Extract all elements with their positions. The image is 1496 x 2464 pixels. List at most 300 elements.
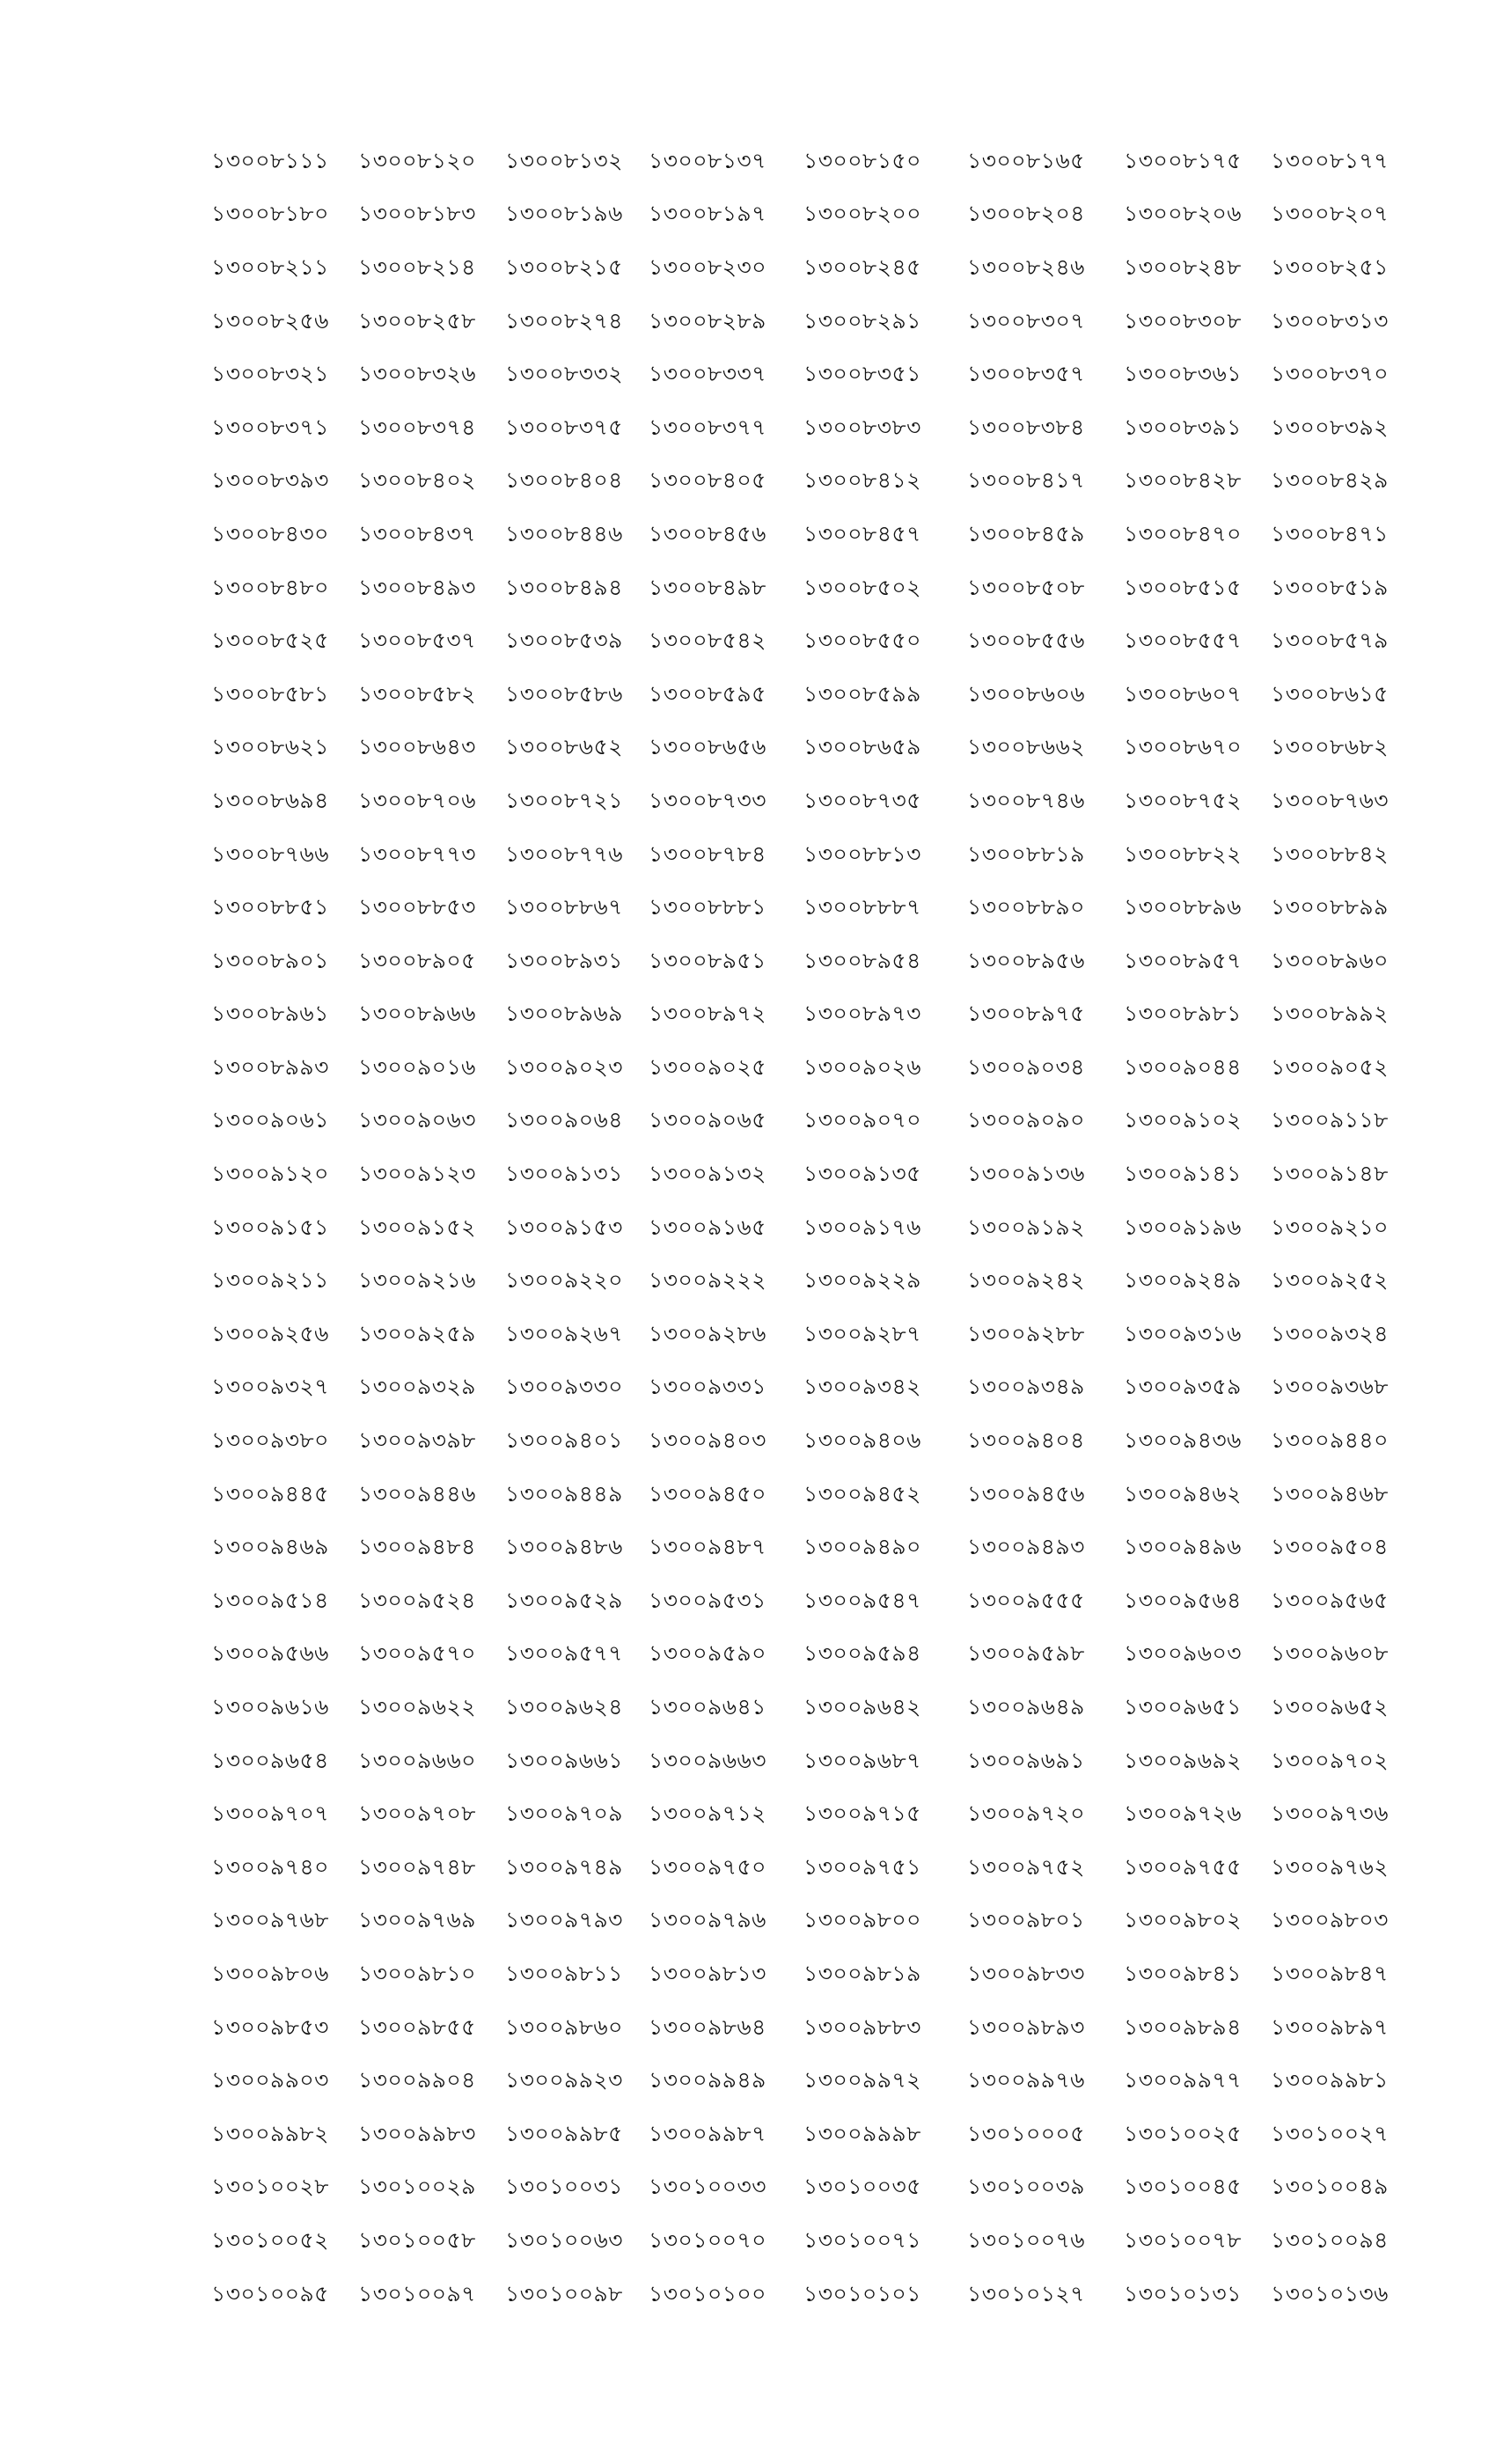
roll-number-cell: ১৩০০৮৪৫৯ <box>967 520 1085 546</box>
roll-number-cell: ১৩০০৮৩২৬ <box>358 361 476 387</box>
roll-number-cell: ১৩০০৯৬২২ <box>358 1694 476 1720</box>
roll-number-cell: ১৩০০৮৭০৬ <box>358 787 476 813</box>
roll-number-cell: ১৩০০৮৩১৩ <box>1271 307 1389 334</box>
roll-number-cell: ১৩০০৮৮৮৭ <box>803 894 921 920</box>
roll-number-cell: ১৩০০৯৪৪৬ <box>358 1480 476 1507</box>
roll-number-cell: ১৩০০৯৭৬৯ <box>358 1907 476 1933</box>
roll-number-cell: ১৩০০৮৭৪৬ <box>967 787 1085 813</box>
roll-number-cell: ১৩০০৯৭৫০ <box>649 1853 766 1880</box>
roll-number-cell: ১৩০০৯৮০৩ <box>1271 1907 1389 1933</box>
roll-number-cell: ১৩০০৯৪৬৮ <box>1271 1480 1389 1507</box>
roll-number-cell: ১৩০০৮৪৩০ <box>211 520 329 546</box>
roll-number-cell: ১৩০০৮১৭৭ <box>1271 147 1389 173</box>
roll-number-cell: ১৩০০৯৯৪৯ <box>649 2067 766 2094</box>
roll-number-cell: ১৩০১০১২৭ <box>967 2280 1085 2306</box>
roll-number-cell: ১৩০০৮২০৪ <box>967 201 1085 227</box>
roll-number-cell: ১৩০০৮৪০২ <box>358 467 476 494</box>
roll-number-cell: ১৩০১০০৩৫ <box>803 2174 921 2200</box>
roll-number-cell: ১৩০০৯৫৭৭ <box>505 1640 623 1667</box>
roll-number-cell: ১৩০১০০৯৪ <box>1271 2226 1389 2253</box>
roll-number-cell: ১৩০০৮২৫১ <box>1271 253 1389 280</box>
roll-number-cell: ১৩০০৯০৬৪ <box>505 1107 623 1133</box>
roll-number-cell: ১৩০০৯৮০০ <box>803 1907 921 1933</box>
roll-number-cell: ১৩০০৯৯০৪ <box>358 2067 476 2094</box>
roll-number-cell: ১৩০০৯২৪২ <box>967 1267 1085 1294</box>
roll-number-cell: ১৩০০৯৪৪০ <box>1271 1427 1389 1454</box>
roll-number-cell: ১৩০০৮৫০৮ <box>967 574 1085 600</box>
roll-number-cell: ১৩০০৮৪৫৬ <box>649 520 766 546</box>
roll-number-cell: ১৩০০৮৯০৫ <box>358 947 476 973</box>
roll-number-cell: ১৩০০৯২৫২ <box>1271 1267 1389 1294</box>
roll-number-cell: ১৩০০৮৪০৫ <box>649 467 766 494</box>
roll-number-cell: ১৩০০৯৪৮৭ <box>649 1534 766 1560</box>
roll-number-cell: ১৩০১০০৭১ <box>803 2226 921 2253</box>
roll-number-cell: ১৩০০৯৮০৬ <box>211 1960 329 1986</box>
roll-number-cell: ১৩০০৯৫৬৫ <box>1271 1587 1389 1613</box>
roll-number-cell: ১৩০০৮২০৬ <box>1124 201 1242 227</box>
roll-number-cell: ১৩০০৮৫২৫ <box>211 627 329 654</box>
roll-number-cell: ১৩০০৮১৮০ <box>211 201 329 227</box>
roll-number-cell: ১৩০০৮৪১২ <box>803 467 921 494</box>
roll-number-cell: ১৩০০৯৮৩৩ <box>967 1960 1085 1986</box>
roll-number-cell: ১৩০০৯৫২৯ <box>505 1587 623 1613</box>
roll-number-cell: ১৩০০৯৪৯৬ <box>1124 1534 1242 1560</box>
roll-number-cell: ১৩০০৮৩৬১ <box>1124 361 1242 387</box>
roll-number-cell: ১৩০০৯১৩১ <box>505 1161 623 1187</box>
roll-number-cell: ১৩০০৯৬৬৩ <box>649 1747 766 1773</box>
roll-number-cell: ১৩০০৮২১১ <box>211 253 329 280</box>
roll-number-cell: ১৩০০৯১৫২ <box>358 1214 476 1240</box>
roll-number-cell: ১৩০০৯৮০২ <box>1124 1907 1242 1933</box>
roll-number-cell: ১৩০০৮৯৯২ <box>1271 1001 1389 1027</box>
roll-number-cell: ১৩০০৯৭০৯ <box>505 1800 623 1827</box>
roll-number-cell: ১৩০১০১০০ <box>649 2280 766 2306</box>
roll-number-cell: ১৩০০৮৯০১ <box>211 947 329 973</box>
roll-number-cell: ১৩০০৮২১৪ <box>358 253 476 280</box>
roll-number-cell: ১৩০০৮৬৮২ <box>1271 734 1389 760</box>
roll-number-cell: ১৩০০৯৩২৭ <box>211 1374 329 1400</box>
roll-number-cell: ১৩০০৯০৯০ <box>967 1107 1085 1133</box>
roll-number-cell: ১৩০০৮৬৪৩ <box>358 734 476 760</box>
roll-number-cell: ১৩০১০০২৮ <box>211 2174 329 2200</box>
roll-number-cell: ১৩০০৮৫০২ <box>803 574 921 600</box>
roll-number-cell: ১৩০০৯৭৯৩ <box>505 1907 623 1933</box>
roll-number-cell: ১৩০০৯৫৯০ <box>649 1640 766 1667</box>
roll-number-cell: ১৩০০৯৬৪১ <box>649 1694 766 1720</box>
roll-number-cell: ১৩০০৮৯৬০ <box>1271 947 1389 973</box>
roll-number-cell: ১৩০০৮৬৬২ <box>967 734 1085 760</box>
roll-number-cell: ১৩০০৯০৬৫ <box>649 1107 766 1133</box>
roll-number-cell: ১৩০০৯৫৫৫ <box>967 1587 1085 1613</box>
roll-number-cell: ১৩০০৯৪৫৬ <box>967 1480 1085 1507</box>
roll-number-cell: ১৩০০৯৭১৫ <box>803 1800 921 1827</box>
roll-number-cell: ১৩০০৯৮৯৪ <box>1124 2013 1242 2040</box>
roll-number-cell: ১৩০০৮৭৬৩ <box>1271 787 1389 813</box>
roll-number-cell: ১৩০০৮৩৮৪ <box>967 414 1085 440</box>
roll-number-cell: ১৩০০৯১৯৬ <box>1124 1214 1242 1240</box>
roll-number-cell: ১৩০০৯৯৭২ <box>803 2067 921 2094</box>
roll-number-cell: ১৩০০৮৭৬৬ <box>211 840 329 867</box>
roll-number-cell: ১৩০০৮৩০৮ <box>1124 307 1242 334</box>
roll-number-cell: ১৩০০৯১৪৮ <box>1271 1161 1389 1187</box>
roll-number-cell: ১৩০০৮৫৮১ <box>211 680 329 707</box>
roll-number-cell: ১৩০০৯৫৪৭ <box>803 1587 921 1613</box>
roll-number-cell: ১৩০০৮৩৩৭ <box>649 361 766 387</box>
roll-number-cell: ১৩০০৯৯২৩ <box>505 2067 623 2094</box>
roll-number-cell: ১৩০১০০৭০ <box>649 2226 766 2253</box>
roll-number-cell: ১৩০০৯২৪৯ <box>1124 1267 1242 1294</box>
roll-number-cell: ১৩০০৮১৮৩ <box>358 201 476 227</box>
roll-number-cell: ১৩০০৮৬৯৪ <box>211 787 329 813</box>
roll-number-cell: ১৩০০৮৯৫৪ <box>803 947 921 973</box>
roll-number-cell: ১৩০০৯৬৫১ <box>1124 1694 1242 1720</box>
roll-number-cell: ১৩০০৯৬৫৪ <box>211 1747 329 1773</box>
roll-number-cell: ১৩০০৯৭২৬ <box>1124 1800 1242 1827</box>
roll-number-cell: ১৩০০৮৫৯৯ <box>803 680 921 707</box>
roll-number-cell: ১৩০০৮১৫০ <box>803 147 921 173</box>
roll-number-cell: ১৩০০৮৭২১ <box>505 787 623 813</box>
roll-number-cell: ১৩০০৯১৩৫ <box>803 1161 921 1187</box>
roll-number-cell: ১৩০০৮৬১৫ <box>1271 680 1389 707</box>
roll-number-cell: ১৩০০৯৭০২ <box>1271 1747 1389 1773</box>
roll-number-cell: ১৩০০৯৫২৪ <box>358 1587 476 1613</box>
roll-number-cell: ১৩০০৯২১০ <box>1271 1214 1389 1240</box>
roll-number-cell: ১৩০০৯১১৮ <box>1271 1107 1389 1133</box>
roll-number-cell: ১৩০০৮২৮৯ <box>649 307 766 334</box>
roll-number-cell: ১৩০০৯২৮৬ <box>649 1320 766 1346</box>
roll-number-cell: ১৩০০৮৯৮১ <box>1124 1001 1242 1027</box>
roll-number-cell: ১৩০০৮৪৫৭ <box>803 520 921 546</box>
roll-number-cell: ১৩০০৯৩১৬ <box>1124 1320 1242 1346</box>
roll-number-cell: ১৩০০৮৮৬৭ <box>505 894 623 920</box>
roll-number-cell: ১৩০১০০৬৩ <box>505 2226 623 2253</box>
roll-number-cell: ১৩০০৮৩৭০ <box>1271 361 1389 387</box>
roll-number-cell: ১৩০০৮৯৬৯ <box>505 1001 623 1027</box>
roll-number-cell: ১৩০০৯২৮৮ <box>967 1320 1085 1346</box>
roll-number-cell: ১৩০০৮৬৭০ <box>1124 734 1242 760</box>
roll-number-cell: ১৩০০৯১৫৩ <box>505 1214 623 1240</box>
roll-number-cell: ১৩০০৯৬৬১ <box>505 1747 623 1773</box>
roll-number-cell: ১৩০০৮৪৯৮ <box>649 574 766 600</box>
roll-number-cell: ১৩০০৯৬৬০ <box>358 1747 476 1773</box>
roll-number-cell: ১৩০০৮৯৭৩ <box>803 1001 921 1027</box>
roll-number-cell: ১৩০০৯৪৮৬ <box>505 1534 623 1560</box>
roll-number-cell: ১৩০০৯৯৮২ <box>211 2120 329 2146</box>
roll-number-cell: ১৩০০৯৮৪৭ <box>1271 1960 1389 1986</box>
roll-number-cell: ১৩০০৮২৪৮ <box>1124 253 1242 280</box>
roll-number-cell: ১৩০০৯৩৯৮ <box>358 1427 476 1454</box>
roll-number-cell: ১৩০০৯৭৫১ <box>803 1853 921 1880</box>
roll-number-cell: ১৩০০৯৩৬৮ <box>1271 1374 1389 1400</box>
roll-number-cell: ১৩০০৯১৩৬ <box>967 1161 1085 1187</box>
roll-number-cell: ১৩০০৮৮৪২ <box>1271 840 1389 867</box>
roll-number-cell: ১৩০০৯১৭৬ <box>803 1214 921 1240</box>
roll-number-cell: ১৩০০৮৫৭৯ <box>1271 627 1389 654</box>
roll-number-cell: ১৩০১০০২৫ <box>1124 2120 1242 2146</box>
roll-number-cell: ১৩০০৯১০২ <box>1124 1107 1242 1133</box>
roll-number-cell: ১৩০০৮৯৭২ <box>649 1001 766 1027</box>
roll-number-cell: ১৩০০৯৭০৭ <box>211 1800 329 1827</box>
roll-number-cell: ১৩০০৯০৩৪ <box>967 1053 1085 1080</box>
roll-number-cell: ১৩০০৯২১৬ <box>358 1267 476 1294</box>
roll-number-cell: ১৩০০৯৮৬৪ <box>649 2013 766 2040</box>
roll-number-cell: ১৩০০৮৩৮৩ <box>803 414 921 440</box>
roll-number-cell: ১৩০০৮৮৯৯ <box>1271 894 1389 920</box>
roll-number-cell: ১৩০০৯৪৮৪ <box>358 1534 476 1560</box>
roll-number-cell: ১৩০০৯০২৩ <box>505 1053 623 1080</box>
roll-number-cell: ১৩০০৮২৪৫ <box>803 253 921 280</box>
roll-number-cell: ১৩০০৯৫১৪ <box>211 1587 329 1613</box>
roll-number-cell: ১৩০০৯৩২৪ <box>1271 1320 1389 1346</box>
roll-number-cell: ১৩০০৯৬৯২ <box>1124 1747 1242 1773</box>
roll-number-cell: ১৩০০৯০২৬ <box>803 1053 921 1080</box>
roll-number-cell: ১৩০০৯৫৯৮ <box>967 1640 1085 1667</box>
roll-number-cell: ১৩০১০০৪৯ <box>1271 2174 1389 2200</box>
roll-number-cell: ১৩০০৯৯৮৩ <box>358 2120 476 2146</box>
roll-number-cell: ১৩০০৯৯৮৭ <box>649 2120 766 2146</box>
roll-number-cell: ১৩০০৮৩৩২ <box>505 361 623 387</box>
roll-number-cell: ১৩০০৮৪০৪ <box>505 467 623 494</box>
roll-number-cell: ১৩০০৮৬৫৯ <box>803 734 921 760</box>
roll-number-cell: ১৩০০৮৮৫৩ <box>358 894 476 920</box>
roll-number-cell: ১৩০০৯৯৯৮ <box>803 2120 921 2146</box>
roll-number-cell: ১৩০০৯১২৩ <box>358 1161 476 1187</box>
roll-number-cell: ১৩০১০০৩৩ <box>649 2174 766 2200</box>
roll-number-cell: ১৩০০৯৬০৮ <box>1271 1640 1389 1667</box>
roll-number-cell: ১৩০০৮৫৫০ <box>803 627 921 654</box>
roll-number-cell: ১৩০০৯২২২ <box>649 1267 766 1294</box>
roll-number-cell: ১৩০০৯৩৫৯ <box>1124 1374 1242 1400</box>
roll-number-cell: ১৩০০৯৪০৩ <box>649 1427 766 1454</box>
roll-number-cell: ১৩০০৯৭৪০ <box>211 1853 329 1880</box>
roll-number-cell: ১৩০০৯২২৯ <box>803 1267 921 1294</box>
roll-number-cell: ১৩০০৯৫৬৪ <box>1124 1587 1242 1613</box>
roll-number-cell: ১৩০০৮৫৩৯ <box>505 627 623 654</box>
roll-number-cell: ১৩০০৮৩৭৫ <box>505 414 623 440</box>
roll-number-cell: ১৩০০৮৮৫১ <box>211 894 329 920</box>
roll-number-cell: ১৩০০৮৪১৭ <box>967 467 1085 494</box>
roll-number-cell: ১৩০০৯৩২৯ <box>358 1374 476 1400</box>
roll-number-cell: ১৩০১০০০৫ <box>967 2120 1085 2146</box>
roll-number-cell: ১৩০০৮৮৮১ <box>649 894 766 920</box>
roll-number-cell: ১৩০১০১৩১ <box>1124 2280 1242 2306</box>
roll-number-cell: ১৩০০৮৮৯০ <box>967 894 1085 920</box>
roll-number-cell: ১৩০১০০৯৭ <box>358 2280 476 2306</box>
roll-number-cell: ১৩০০৯৫৯৪ <box>803 1640 921 1667</box>
roll-number-cell: ১৩০০৮৩৭৪ <box>358 414 476 440</box>
roll-number-cell: ১৩০০৯২৬৭ <box>505 1320 623 1346</box>
roll-number-cell: ১৩০০৮৩০৭ <box>967 307 1085 334</box>
roll-number-cell: ১৩০০৮১৯৬ <box>505 201 623 227</box>
roll-number-cell: ১৩০০৯৮১৯ <box>803 1960 921 1986</box>
roll-number-grid <box>211 136 1399 2321</box>
roll-number-cell: ১৩০০৯৪৯৩ <box>967 1534 1085 1560</box>
roll-number-cell: ১৩০০৯৭০৮ <box>358 1800 476 1827</box>
roll-number-cell: ১৩০০৮৩৯১ <box>1124 414 1242 440</box>
roll-number-cell: ১৩০০৮২৭৪ <box>505 307 623 334</box>
roll-number-cell: ১৩০১০০৭৬ <box>967 2226 1085 2253</box>
roll-number-cell: ১৩০০৯১৫১ <box>211 1214 329 1240</box>
roll-number-cell: ১৩০০৮৫৫৬ <box>967 627 1085 654</box>
roll-number-cell: ১৩০০৮৩৭১ <box>211 414 329 440</box>
roll-number-cell: ১৩০০৯১৯২ <box>967 1214 1085 1240</box>
roll-number-cell: ১৩০০৮৪৭১ <box>1271 520 1389 546</box>
roll-number-cell: ১৩০০৯৫৩১ <box>649 1587 766 1613</box>
roll-number-cell: ১৩০০৯৭৩৬ <box>1271 1800 1389 1827</box>
roll-number-cell: ১৩০০৯৮৮৩ <box>803 2013 921 2040</box>
roll-number-cell: ১৩০০৮৬৫৬ <box>649 734 766 760</box>
roll-number-cell: ১৩০০৯৬৫২ <box>1271 1694 1389 1720</box>
roll-number-cell: ১৩০০৯৮১১ <box>505 1960 623 1986</box>
roll-number-cell: ১৩০০৮৯৬৬ <box>358 1001 476 1027</box>
roll-number-cell: ১৩০০৮৬২১ <box>211 734 329 760</box>
roll-number-cell: ১৩০০৮৭৩৩ <box>649 787 766 813</box>
roll-number-cell: ১৩০১০০২৭ <box>1271 2120 1389 2146</box>
roll-number-cell: ১৩০১০০৩৯ <box>967 2174 1085 2200</box>
roll-number-cell: ১৩০০৯৪০৪ <box>967 1427 1085 1454</box>
roll-number-cell: ১৩০০৯৯৭৭ <box>1124 2067 1242 2094</box>
roll-number-cell: ১৩০০৯৮৪১ <box>1124 1960 1242 1986</box>
roll-number-cell: ১৩০০৯৬১৬ <box>211 1694 329 1720</box>
roll-number-cell: ১৩০০৮৩৯৩ <box>211 467 329 494</box>
roll-number-cell: ১৩০০৯৮০১ <box>967 1907 1085 1933</box>
roll-number-cell: ১৩০০৯৮১০ <box>358 1960 476 1986</box>
roll-number-cell: ১৩০০৮৩৭৭ <box>649 414 766 440</box>
roll-number-cell: ১৩০০৮৯৫৬ <box>967 947 1085 973</box>
roll-number-cell: ১৩০০৯৬৮৭ <box>803 1747 921 1773</box>
roll-number-cell: ১৩০০৮১৯৭ <box>649 201 766 227</box>
roll-number-cell: ১৩০০৮৭৭৩ <box>358 840 476 867</box>
roll-number-cell: ১৩০০৮৬০৬ <box>967 680 1085 707</box>
roll-number-cell: ১৩০০৯৪৪৫ <box>211 1480 329 1507</box>
roll-number-cell: ১৩০০৯৬২৪ <box>505 1694 623 1720</box>
roll-number-cell: ১৩০০৮২৫৮ <box>358 307 476 334</box>
roll-number-cell: ১৩০০৮৩৯২ <box>1271 414 1389 440</box>
roll-number-cell: ১৩০০৮১৩৭ <box>649 147 766 173</box>
roll-number-cell: ১৩০০৮৫৮৬ <box>505 680 623 707</box>
roll-number-cell: ১৩০০৯১৬৫ <box>649 1214 766 1240</box>
roll-number-cell: ১৩০১০০৪৫ <box>1124 2174 1242 2200</box>
roll-number-cell: ১৩০০৮২৪৬ <box>967 253 1085 280</box>
roll-number-cell: ১৩০০৮১১১ <box>211 147 329 173</box>
roll-number-cell: ১৩০১০০২৯ <box>358 2174 476 2200</box>
roll-number-cell: ১৩০০৮৮১৯ <box>967 840 1085 867</box>
roll-number-cell: ১৩০১০০৯৮ <box>505 2280 623 2306</box>
roll-number-cell: ১৩০০৮৫৮২ <box>358 680 476 707</box>
roll-number-cell: ১৩০০৮৪৮০ <box>211 574 329 600</box>
roll-number-cell: ১৩০০৯৬৪২ <box>803 1694 921 1720</box>
roll-number-cell: ১৩০০৮৫৫৭ <box>1124 627 1242 654</box>
roll-number-cell: ১৩০১০১৩৬ <box>1271 2280 1389 2306</box>
roll-number-cell: ১৩০০৯৭৬৮ <box>211 1907 329 1933</box>
roll-number-cell: ১৩০০৯৪৫২ <box>803 1480 921 1507</box>
roll-number-cell: ১৩০০৮৯৬১ <box>211 1001 329 1027</box>
roll-number-cell: ১৩০০৮৩৫১ <box>803 361 921 387</box>
roll-number-cell: ১৩০০৮৫৪২ <box>649 627 766 654</box>
roll-number-cell: ১৩০০৯৯৮৫ <box>505 2120 623 2146</box>
roll-number-cell: ১৩০০৮২৩০ <box>649 253 766 280</box>
roll-number-cell: ১৩০০৯০৬৩ <box>358 1107 476 1133</box>
roll-number-cell: ১৩০০৯৪০৬ <box>803 1427 921 1454</box>
roll-number-cell: ১৩০০৯৩৩০ <box>505 1374 623 1400</box>
roll-number-cell: ১৩০০৮৯৩১ <box>505 947 623 973</box>
roll-number-cell: ১৩০০৯৪৯০ <box>803 1534 921 1560</box>
roll-number-cell: ১৩০০৯৫৭০ <box>358 1640 476 1667</box>
roll-number-cell: ১৩০১০০৭৮ <box>1124 2226 1242 2253</box>
roll-number-cell: ১৩০০৯৮৫৩ <box>211 2013 329 2040</box>
roll-number-cell: ১৩০০৮৭৭৬ <box>505 840 623 867</box>
roll-number-cell: ১৩০০৯৩৮০ <box>211 1427 329 1454</box>
roll-number-cell: ১৩০০৮৯৯৩ <box>211 1053 329 1080</box>
roll-number-cell: ১৩০০৮৫১৫ <box>1124 574 1242 600</box>
roll-number-cell: ১৩০০৯৪৩৬ <box>1124 1427 1242 1454</box>
roll-number-cell: ১৩০০৮৪৩৭ <box>358 520 476 546</box>
roll-number-cell: ১৩০০৯০৬১ <box>211 1107 329 1133</box>
roll-number-cell: ১৩০১০০৫৮ <box>358 2226 476 2253</box>
roll-number-cell: ১৩০০৯১৪১ <box>1124 1161 1242 1187</box>
roll-number-cell: ১৩০১০০৯৫ <box>211 2280 329 2306</box>
roll-number-cell: ১৩০০৯৭৯৬ <box>649 1907 766 1933</box>
roll-number-cell: ১৩০০৯৪৫০ <box>649 1480 766 1507</box>
roll-number-cell: ১৩০০৯০৭০ <box>803 1107 921 1133</box>
roll-number-cell: ১৩০০৮২১৫ <box>505 253 623 280</box>
roll-number-cell: ১৩০০৯৭৫৫ <box>1124 1853 1242 1880</box>
roll-number-cell: ১৩০০৯৩৪৯ <box>967 1374 1085 1400</box>
roll-number-cell: ১৩০০৮৮১৩ <box>803 840 921 867</box>
roll-number-cell: ১৩০০৯৯৮১ <box>1271 2067 1389 2094</box>
roll-number-cell: ১৩০০৯৪৪৯ <box>505 1480 623 1507</box>
roll-number-cell: ১৩০০৯৭৫২ <box>967 1853 1085 1880</box>
roll-number-cell: ১৩০০৮৮৯৬ <box>1124 894 1242 920</box>
roll-number-cell: ১৩০০৮৪২৯ <box>1271 467 1389 494</box>
roll-number-cell: ১৩০০৯৮৬০ <box>505 2013 623 2040</box>
roll-number-cell: ১৩০০৯২৫৬ <box>211 1320 329 1346</box>
roll-number-cell: ১৩০০৮৫৩৭ <box>358 627 476 654</box>
roll-number-cell: ১৩০০৮৩৫৭ <box>967 361 1085 387</box>
roll-number-cell: ১৩০০৮১২০ <box>358 147 476 173</box>
roll-number-cell: ১৩০০৯২২০ <box>505 1267 623 1294</box>
roll-number-cell: ১৩০১০১০১ <box>803 2280 921 2306</box>
roll-number-cell: ১৩০০৮৫৯৫ <box>649 680 766 707</box>
roll-number-cell: ১৩০০৯১৩২ <box>649 1161 766 1187</box>
roll-number-cell: ১৩০০৮৩২১ <box>211 361 329 387</box>
roll-number-cell: ১৩০১০০৫২ <box>211 2226 329 2253</box>
roll-number-cell: ১৩০০৮২০০ <box>803 201 921 227</box>
roll-number-cell: ১৩০০৯২৫৯ <box>358 1320 476 1346</box>
roll-number-cell: ১৩০০৯৭৪৯ <box>505 1853 623 1880</box>
roll-number-cell: ১৩০০৯৯০৩ <box>211 2067 329 2094</box>
roll-number-cell: ১৩০০৯৩৩১ <box>649 1374 766 1400</box>
roll-number-cell: ১৩০০৮২৯১ <box>803 307 921 334</box>
roll-number-cell: ১৩০০৯৬৪৯ <box>967 1694 1085 1720</box>
roll-number-cell: ১৩০০৯৮১৩ <box>649 1960 766 1986</box>
roll-number-cell: ১৩০০৮৯৭৫ <box>967 1001 1085 1027</box>
roll-number-cell: ১৩০০৯৫০৪ <box>1271 1534 1389 1560</box>
roll-number-cell: ১৩০০৮৮২২ <box>1124 840 1242 867</box>
roll-number-cell: ১৩০০৮৪৯৪ <box>505 574 623 600</box>
roll-number-cell: ১৩০০৯২১১ <box>211 1267 329 1294</box>
roll-number-cell: ১৩০০৯৪০১ <box>505 1427 623 1454</box>
roll-number-cell: ১৩০০৮৪৭০ <box>1124 520 1242 546</box>
roll-number-cell: ১৩০০৮৫১৯ <box>1271 574 1389 600</box>
roll-number-cell: ১৩০০৮৬৫২ <box>505 734 623 760</box>
roll-number-cell: ১৩০১০০৩১ <box>505 2174 623 2200</box>
roll-number-cell: ১৩০০৮১৩২ <box>505 147 623 173</box>
roll-number-cell: ১৩০০৯২৮৭ <box>803 1320 921 1346</box>
roll-number-cell: ১৩০০৮৪২৮ <box>1124 467 1242 494</box>
roll-number-cell: ১৩০০৯৯৭৬ <box>967 2067 1085 2094</box>
roll-number-cell: ১৩০০৮১৭৫ <box>1124 147 1242 173</box>
